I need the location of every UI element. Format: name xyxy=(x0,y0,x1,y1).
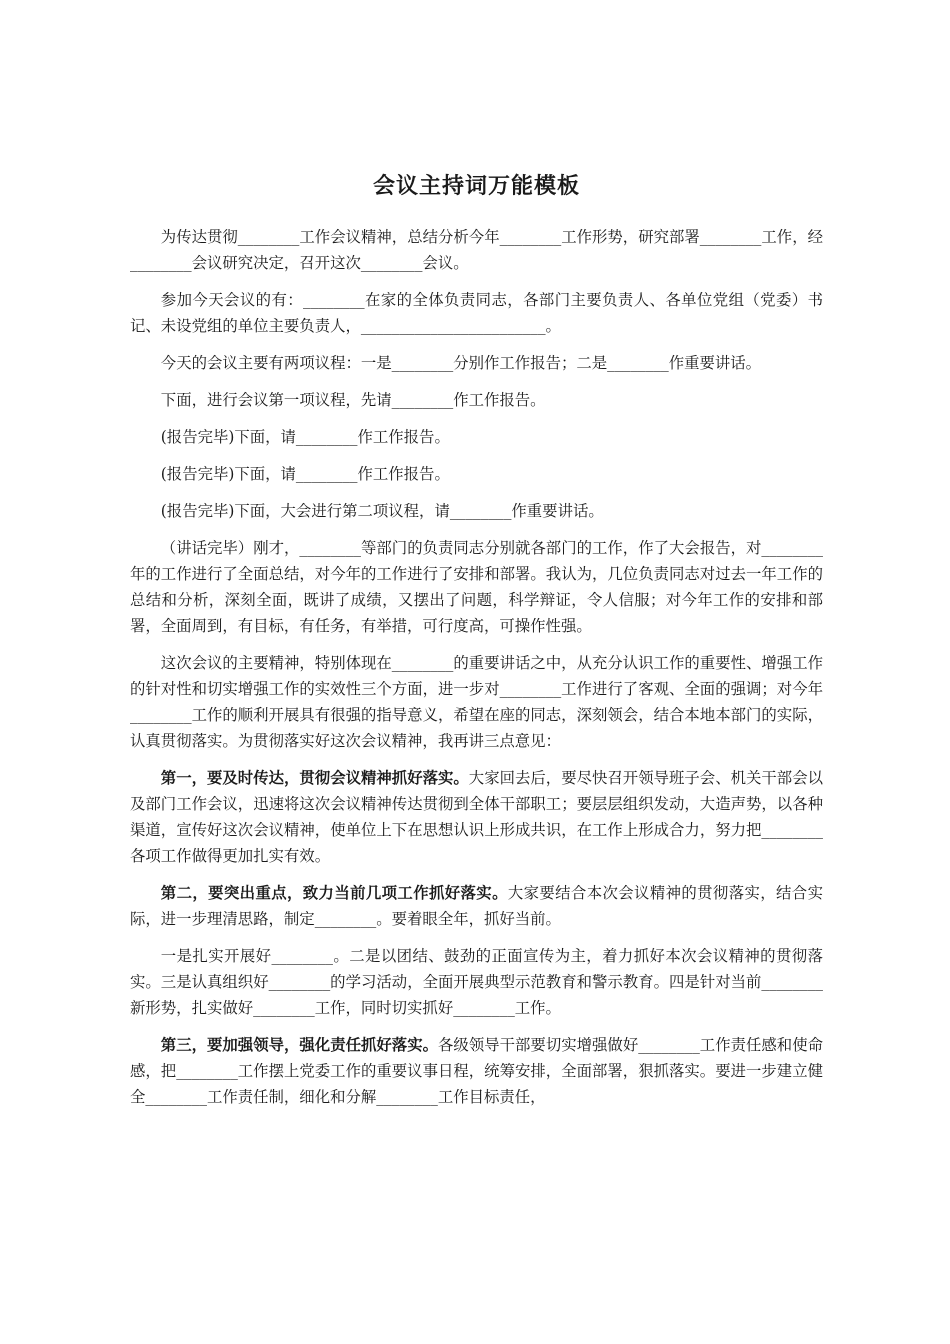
paragraph-point-2: 第二，要突出重点，致力当前几项工作抓好落实。大家要结合本次会议精神的贯彻落实，结合实际，进一步理清思路，制定________。要着眼全年，抓好当前。 xyxy=(130,884,823,928)
paragraph-report-3: (报告完毕)下面，请________作工作报告。 xyxy=(160,465,450,483)
paragraph-agenda: 今天的会议主要有两项议程：一是________分别作工作报告；二是________作重要讲话。 xyxy=(160,354,762,372)
paragraph-point-1: 第一，要及时传达，贯彻会议精神抓好落实。大家回去后，要尽快召开领导班子会、机关干部会以及部门工作会议，迅速将这次会议精神传达贯彻到全体干部职工；要层层组织发动，大造声势，以各种渠道，宣传好这次会议精神，使单位上下在思想认识上形成共识，在工作上形成合力，努力把________各项工作做得更加扎实有效。 xyxy=(130,769,823,865)
paragraph-report-2: (报告完毕)下面，请________作工作报告。 xyxy=(160,428,450,446)
point-3-heading: 第三，要加强领导，强化责任抓好落实。 xyxy=(160,1036,439,1054)
paragraph-second-agenda: (报告完毕)下面，大会进行第二项议程，请________作重要讲话。 xyxy=(160,502,604,520)
paragraph-tasks: 一是扎实开展好________。二是以团结、鼓劲的正面宣传为主，着力抓好本次会议精神的贯彻落实。三是认真组织好________的学习活动，全面开展典型示范教育和警示教育。四是针对当前________新形势，扎实做好________工作，同时切实抓好________工作。 xyxy=(130,947,823,1017)
point-2-heading: 第二，要突出重点，致力当前几项工作抓好落实。 xyxy=(160,884,508,902)
paragraph-first-agenda: 下面，进行会议第一项议程，先请________作工作报告。 xyxy=(160,391,546,409)
document-title: 会议主持词万能模板 xyxy=(372,174,580,199)
paragraph-attendees: 参加今天会议的有：________在家的全体负责同志，各部门主要负责人、各单位党组（党委）书记、未设党组的单位主要负责人，________________________。 xyxy=(130,291,823,335)
paragraph-summary: （讲话完毕）刚才，________等部门的负责同志分别就各部门的工作，作了大会报告，对________年的工作进行了全面总结，对今年的工作进行了安排和部署。我认为，几位负责同志对过去一年工作的总结和分析，深刻全面，既讲了成绩，又摆出了问题，科学辩证，令人信服；对今年工作的安排和部署，全面周到，有目标，有任务，有举措，可行度高，可操作性强。 xyxy=(130,539,823,635)
paragraph-main-spirit: 这次会议的主要精神，特别体现在________的重要讲话之中，从充分认识工作的重要性、增强工作的针对性和切实增强工作的实效性三个方面，进一步对________工作进行了客观、全面的强调；对今年________工作的顺利开展具有很强的指导意义，希望在座的同志，深刻领会，结合本地本部门的实际，认真贯彻落实。为贯彻落实好这次会议精神，我再讲三点意见： xyxy=(130,654,823,750)
paragraph-purpose: 为传达贯彻________工作会议精神，总结分析今年________工作形势，研究部署________工作，经________会议研究决定，召开这次________会议。 xyxy=(130,228,823,272)
point-1-heading: 第一，要及时传达，贯彻会议精神抓好落实。 xyxy=(160,769,469,787)
document-page xyxy=(130,172,823,1121)
paragraph-point-3: 第三，要加强领导，强化责任抓好落实。各级领导干部要切实增强做好________工作责任感和使命感，把________工作摆上党委工作的重要议事日程，统筹安排，全面部署，狠抓落实。要进一步建立健全________工作责任制，细化和分解________工作目标责任， xyxy=(130,1036,823,1106)
